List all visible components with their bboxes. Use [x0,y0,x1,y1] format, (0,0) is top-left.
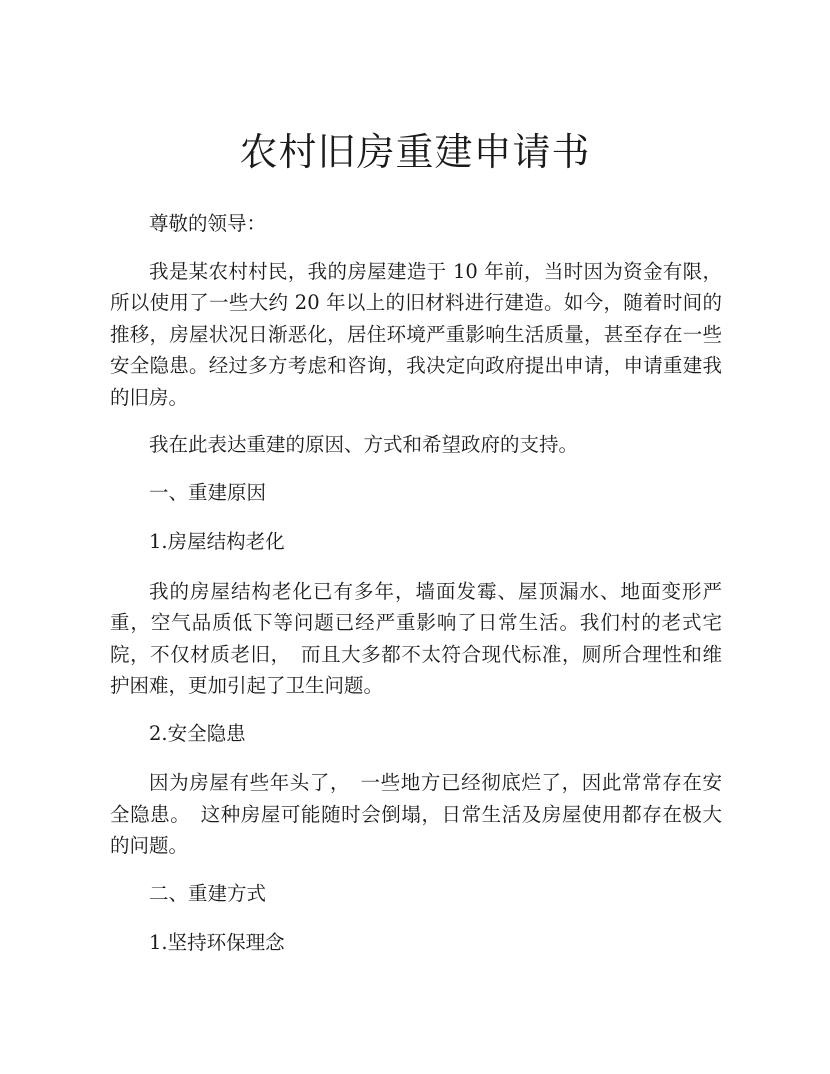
structure-aging-paragraph: 我的房屋结构老化已有多年，墙面发霉、屋顶漏水、地面变形严重，空气品质低下等问题已经严重影响了日常生活。我们村的老式宅院，不仅材质老旧， 而且大多都不太符合现代标准，厕所合理性和维护困难，更加引起了卫生问题。 [110,579,722,697]
section-heading-reasons: 一、重建原因 [149,480,267,504]
subheading-safety-hazards: 2.安全隐患 [149,721,246,745]
section-heading-methods: 二、重建方式 [149,881,267,905]
salutation: 尊敬的领导： [149,212,267,235]
subheading-structure-aging: 1.房屋结构老化 [149,530,285,553]
safety-hazards-paragraph: 因为房屋有些年头了， 一些地方已经彻底烂了，因此常常存在安全隐患。 这种房屋可能随时会倒塌，日常生活及房屋使用都存在极大的问题。 [110,771,722,857]
document-body [110,208,722,977]
intro-paragraph: 我是某农村村民，我的房屋建造于 10 年前，当时因为资金有限，所以使用了一些大约 20 年以上的旧材料进行建造。如今，随着时间的推移，房屋状况日渐恶化，居住环境严重影响生活质量，甚至存在一些安全隐患。经过多方考虑和咨询，我决定向政府提出申请，申请重建我的旧房。 [110,259,722,409]
subheading-eco-concept: 1.坚持环保理念 [149,931,285,954]
purpose-paragraph: 我在此表达重建的原因、方式和希望政府的支持。 [149,433,579,456]
document-title: 农村旧房重建申请书 [239,130,591,174]
